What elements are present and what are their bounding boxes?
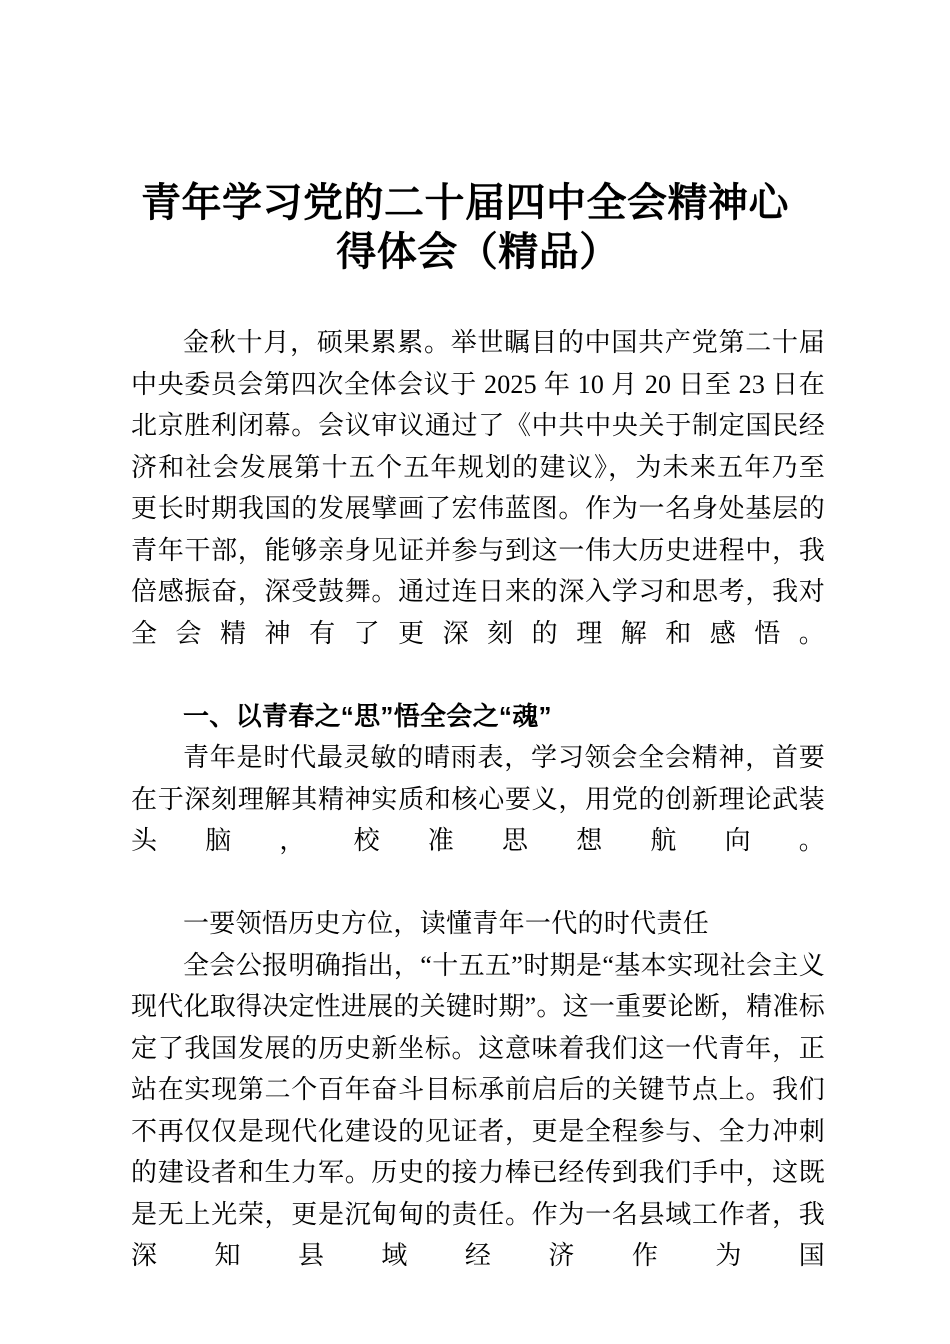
subsection-one-paragraph: 全会公报明确指出，“十五五”时期是“基本实现社会主义现代化取得决定性进展的关键时期”。这一重要论断，精准标定了我国发展的历史新坐标。这意味着我们这一代青年，正站在实现第二个百年奋斗目标承前启后的关键节点上。我们不再仅仅是现代化建设的见证者，更是全程参与、全力冲刺的建设者和生力军。历史的接力棒已经传到我们手中，这既是无上光荣，更是沉甸甸的责任。作为一名县域工作者，我深知县域经济作为国 [131,950,825,1270]
section-one-intro-paragraph: 青年是时代最灵敏的晴雨表，学习领会全会精神，首要在于深刻理解其精神实质和核心要义，用党的创新理论武装头脑，校准思想航向。 [131,743,825,855]
opening-paragraph: 金秋十月，硕果累累。举世瞩目的中国共产党第二十届中央委员会第四次全体会议于 2025 年 10 月 20 日至 23 日在北京胜利闭幕。会议审议通过了《中共中央关于制定国民经济和社会发展第十五个五年规划的建议》，为未来五年乃至更长时期我国的发展擘画了宏伟蓝图。作为一名身处基层的青年干部，能够亲身见证并参与到这一伟大历史进程中，我倍感振奋，深受鼓舞。通过连日来的深入学习和思考，我对全会精神有了更深刻的理解和感悟。 [131,328,825,648]
page-title-line-2: 得体会（精品） [336,229,620,274]
document-content-column [131,0,825,1318]
page-title [131,0,825,276]
subsection-heading-one: 一要领悟历史方位，读懂青年一代的时代责任 [183,909,710,938]
page-title-line-1: 青年学习党的二十届四中全会精神心 [141,180,789,225]
section-heading-one: 一、以青春之“思”悟全会之“魂” [183,700,552,731]
title-body-spacer [131,276,825,322]
